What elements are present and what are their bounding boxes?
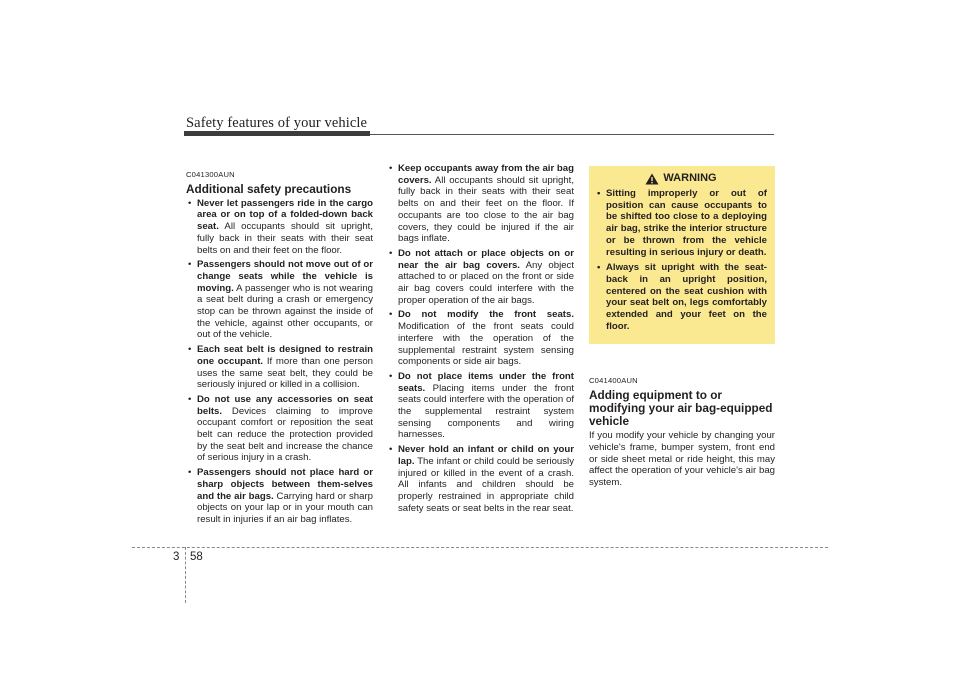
section-code: C041300AUN — [186, 170, 235, 179]
warning-title: WARNING — [663, 172, 717, 185]
list-item — [387, 309, 574, 368]
warning-item: • Always sit upright with the seat-back in an upright position, centered on the seat cushion with your seat belt on, legs comfortably extended and your feet on the floor. — [595, 262, 767, 332]
warning-triangle-icon — [645, 173, 659, 185]
section-paragraph: If you modify your vehicle by changing your vehicle's frame, bumper system, front end or side sheet metal or ride height, this may affect the operation of your vehicle's air bag system. — [589, 430, 775, 488]
list-item — [186, 394, 373, 464]
warning-list — [595, 188, 767, 332]
list-item — [186, 259, 373, 341]
bullet-text: Any object attached to or placed on the front or side air bag covers could interfere with the proper operation of the air bags. — [398, 259, 575, 306]
column-1 — [186, 169, 373, 529]
warning-box — [589, 166, 775, 344]
page-number: 58 — [190, 551, 203, 563]
section-code: C041400AUN — [589, 376, 638, 386]
bullet-text: Modification of the front seats could interfere with the operation of the supplemental restraint system sensing components or side air bags. — [398, 321, 574, 368]
bullet-bold-text: Never let passengers ride in the cargo area or on top of a folded-down back seat. — [197, 197, 373, 233]
list-item — [387, 444, 574, 514]
bullet-bold-text: Passengers should not move out of or change seats while the vehicle is moving. — [197, 259, 373, 294]
footer-rule — [132, 547, 828, 548]
bullet-bold-text: Never hold an infant or child on your lap. — [398, 444, 574, 467]
bullet-text: Placing items under the front seats could interfere with the operation of the supplemental restraint system sensing components and wiring harnesses. — [398, 382, 574, 441]
chapter-number: 3 — [173, 551, 180, 563]
column-2 — [387, 163, 574, 517]
bullet-list — [186, 198, 373, 526]
bullet-bold-text: Passengers should not place hard or sharp objects between them-selves and the air bags. — [197, 467, 373, 502]
bullet-text: Carrying hard or sharp objects on your lap or in your mouth can result in injuries if an air bag inflates. — [197, 490, 373, 525]
list-item — [387, 163, 574, 245]
bullet-text: If more than one person uses the same seat belt, they could be seriously injured or killed in a collision. — [197, 355, 374, 391]
column-3 — [589, 166, 775, 489]
bullet-bold-text: Do not modify the front seats. — [398, 309, 574, 321]
list-item — [186, 198, 373, 257]
bullet-bold-text: Do not place items under the front seats. — [398, 370, 574, 394]
bullet-bold-text: Do not attach or place objects on or near the air bag covers. — [398, 247, 574, 271]
bullet-bold-text: Each seat belt is designed to restrain one occupant. — [197, 344, 373, 367]
section-heading: Additional safety precautions — [186, 181, 352, 196]
bullet-bold-text: Do not use any accessories on seat belts. — [197, 393, 373, 417]
section-heading: Adding equipment to or modifying your air bag-equipped vehicle — [589, 388, 773, 429]
header-rule — [370, 134, 774, 135]
bullet-bold-text: Keep occupants away from the air bag covers. — [398, 163, 574, 186]
list-item — [387, 248, 574, 307]
list-item — [186, 344, 373, 391]
bullet-text: A passenger who is not wearing a seat belt during a crash or emergency stop can be thrown against the inside of the vehicle, against other occupants, or out of the vehicle. — [197, 282, 373, 341]
bullet-text: All occupants should sit upright, fully back in their seats with their seat belts on and their feet on the floor. — [197, 221, 373, 256]
warning-header — [595, 173, 767, 185]
list-item — [186, 467, 373, 526]
bullet-list — [387, 163, 574, 514]
footer-vertical-rule — [185, 547, 186, 603]
header-tab-bar — [184, 131, 370, 136]
bullet-text: All occupants should sit upright, fully back in their seats with their seat belts on and their feet on the floor. If occupants are too close to the air bag covers, they could be injured if the air bags inflate. — [398, 174, 574, 245]
bullet-text: Devices claiming to improve occupant comfort or reposition the seat belt can reduce the protection provided by the seat belt and increase the chance of serious injury in a crash. — [197, 405, 373, 464]
bullet-text: The infant or child could be seriously injured or killed in the event of a crash. All infants and children should be properly restrained in appropriate child safety seats or seat belts in the rear seat. — [398, 455, 574, 514]
list-item — [387, 371, 574, 441]
warning-item: • Sitting improperly or out of position can cause occupants to be shifted too close to a deploying air bag, strike the interior structure or be thrown from the vehicle resulting in serious injury or death. — [595, 188, 767, 258]
header-title: Safety features of your vehicle — [186, 115, 368, 131]
